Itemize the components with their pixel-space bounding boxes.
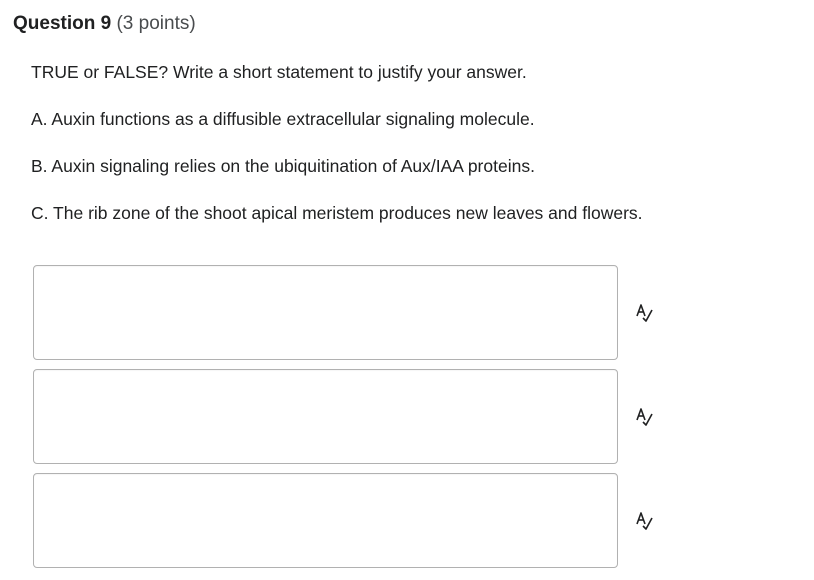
spellcheck-icon[interactable] [633,405,655,427]
instruction-text: TRUE or FALSE? Write a short statement to justify your answer. [31,62,527,82]
answer-row-3 [33,473,673,577]
answer-input-1[interactable] [33,265,618,360]
question-points: (3 points) [116,13,196,34]
question-header [13,12,196,36]
answer-row-1 [33,265,673,369]
statement-c: C. The rib zone of the shoot apical meristem produces new leaves and flowers. [31,203,643,223]
statement-a: A. Auxin functions as a diffusible extracellular signaling molecule. [31,109,535,129]
answer-input-2[interactable] [33,369,618,464]
question-prompt [31,60,791,248]
statement-b: B. Auxin signaling relies on the ubiquitination of Aux/IAA proteins. [31,156,535,176]
spellcheck-icon[interactable] [633,509,655,531]
answer-input-3[interactable] [33,473,618,568]
question-title: Question 9 [13,13,112,34]
answer-fields [33,265,673,577]
spellcheck-icon[interactable] [633,301,655,323]
answer-row-2 [33,369,673,473]
